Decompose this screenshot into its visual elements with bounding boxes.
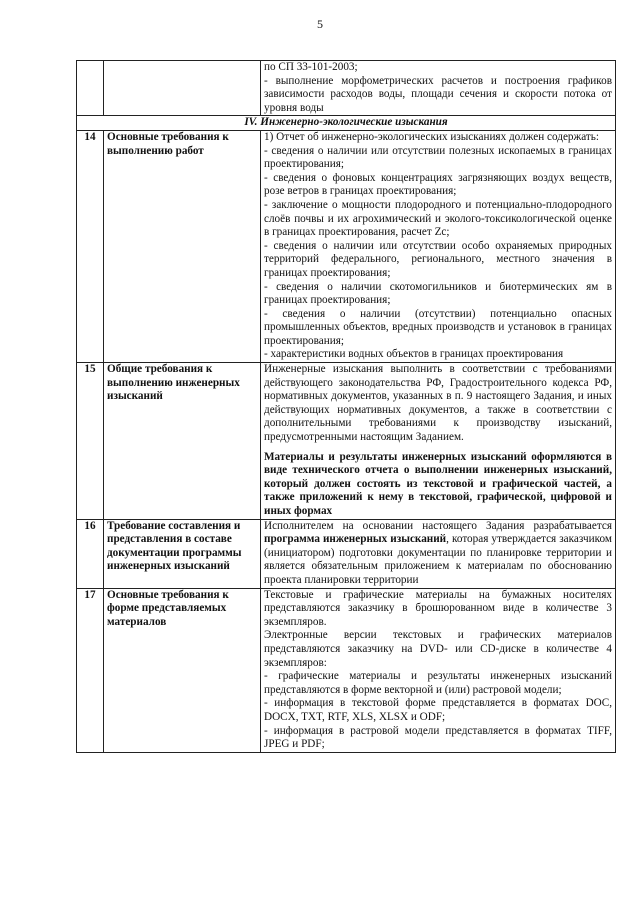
section-title: IV. Инженерно-экологические изыскания xyxy=(77,116,616,131)
body-paragraph: - сведения о наличии или отсутствии полезных ископаемых в границах проектирования; xyxy=(264,144,612,171)
body-paragraph: - сведения о наличии или отсутствии особо охраняемых природных территорий федерального, регионального, местного значения в границах проектирования; xyxy=(264,239,612,279)
body-text: , которая утверждается заказчиком (инициатором) подготовки документации по планировке территории и является обязательным приложением к материалам по обоснованию проекта планировки территории xyxy=(264,533,612,586)
body-bold-text: программа инженерных изысканий xyxy=(264,533,447,546)
row-number: 14 xyxy=(77,130,104,362)
page-number: 5 xyxy=(317,17,323,31)
requirements-table xyxy=(76,60,616,753)
body-paragraph: 1) Отчет об инженерно-экологических изысканиях должен содержать: xyxy=(264,130,600,143)
body-paragraph: - графические материалы и результаты инженерных изысканий представляются в форме векторной и (или) растровой модели; xyxy=(264,670,612,696)
table-row-17 xyxy=(77,588,616,752)
body-paragraph: Электронные версии текстовых и графических материалов представляются заказчику на DVD- или CD-диске в количестве 4 экземпляров: xyxy=(264,629,612,669)
body-paragraph: - сведения о наличии (отсутствии) потенциально опасных промышленных объектов, вредных производств и установок в границах проектирования; xyxy=(264,307,612,347)
row-title: Требование составления и представления в составе документации программы инженерных изысканий xyxy=(104,519,261,588)
row-number: 16 xyxy=(77,519,104,588)
body-paragraph: - информация в текстовой форме представляется в форматах DOC, DOCX, TXT, RTF, XLS, XLSX и ODF; xyxy=(264,697,612,723)
table-row-15 xyxy=(77,363,616,520)
row-title: Основные требования к форме представляемых материалов xyxy=(104,588,261,752)
body-paragraph: Инженерные изыскания выполнить в соответствии с требованиями действующего законодательства РФ, Градостроительного кодекса РФ, нормативных документов, указанных в п. 9 настоящего Задания, и иных действующих нормативных документов, а также в соответствии с дополнительными требованиями к производству изысканий, предусмотренными настоящим Заданием. xyxy=(264,363,612,444)
row-number: 17 xyxy=(77,588,104,752)
body-text: Исполнителем на основании настоящего Задания разрабатывается xyxy=(264,519,612,532)
body-cell xyxy=(261,130,616,362)
bold-paragraph: Материалы и результаты инженерных изысканий оформляются в виде технического отчета о выполнении инженерных изысканий, который должен состоять из текстовой и графической частей, а также приложений к нему в текстовой, графической, цифровой и иных формах xyxy=(264,450,612,517)
row-title: Основные требования к выполнению работ xyxy=(104,130,261,362)
body-cell xyxy=(261,61,616,116)
table-row-14 xyxy=(77,130,616,362)
row-title: Общие требования к выполнению инженерных изысканий xyxy=(104,363,261,520)
table-row-16 xyxy=(77,519,616,588)
body-paragraph: - характеристики водных объектов в границах проектирования xyxy=(264,348,564,361)
section-header-row xyxy=(77,116,616,131)
title-cell xyxy=(104,61,261,116)
body-paragraph: - информация в растровой модели представляется в форматах TIFF, JPEG и PDF; xyxy=(264,724,612,751)
body-paragraph: Текстовые и графические материалы на бумажных носителях представляются заказчику в брошюрованном виде в количестве 3 экземпляров. xyxy=(264,588,612,628)
body-cell xyxy=(261,363,616,520)
body-line: по СП 33-101-2003; xyxy=(264,61,358,73)
table-row-continuation xyxy=(77,61,616,116)
body-cell xyxy=(261,588,616,752)
row-number: 15 xyxy=(77,363,104,520)
body-paragraph: - сведения о фоновых концентрациях загрязняющих воздух веществ, розе ветров в границах проектирования; xyxy=(264,171,612,198)
body-paragraph: - заключение о мощности плодородного и потенциально-плодородного слоёв почвы и их агрохимический и эколого-токсикологической оценке в границах проектирования, расчет Zc; xyxy=(264,198,612,239)
body-line: - выполнение морфометрических расчетов и построения графиков зависимости расходов воды, площади сечения и скорости потока от уровня воды xyxy=(264,74,612,114)
body-cell xyxy=(261,519,616,588)
body-paragraph: - сведения о наличии скотомогильников и биотермических ям в границах проектирования; xyxy=(264,280,612,307)
number-cell xyxy=(77,61,104,116)
